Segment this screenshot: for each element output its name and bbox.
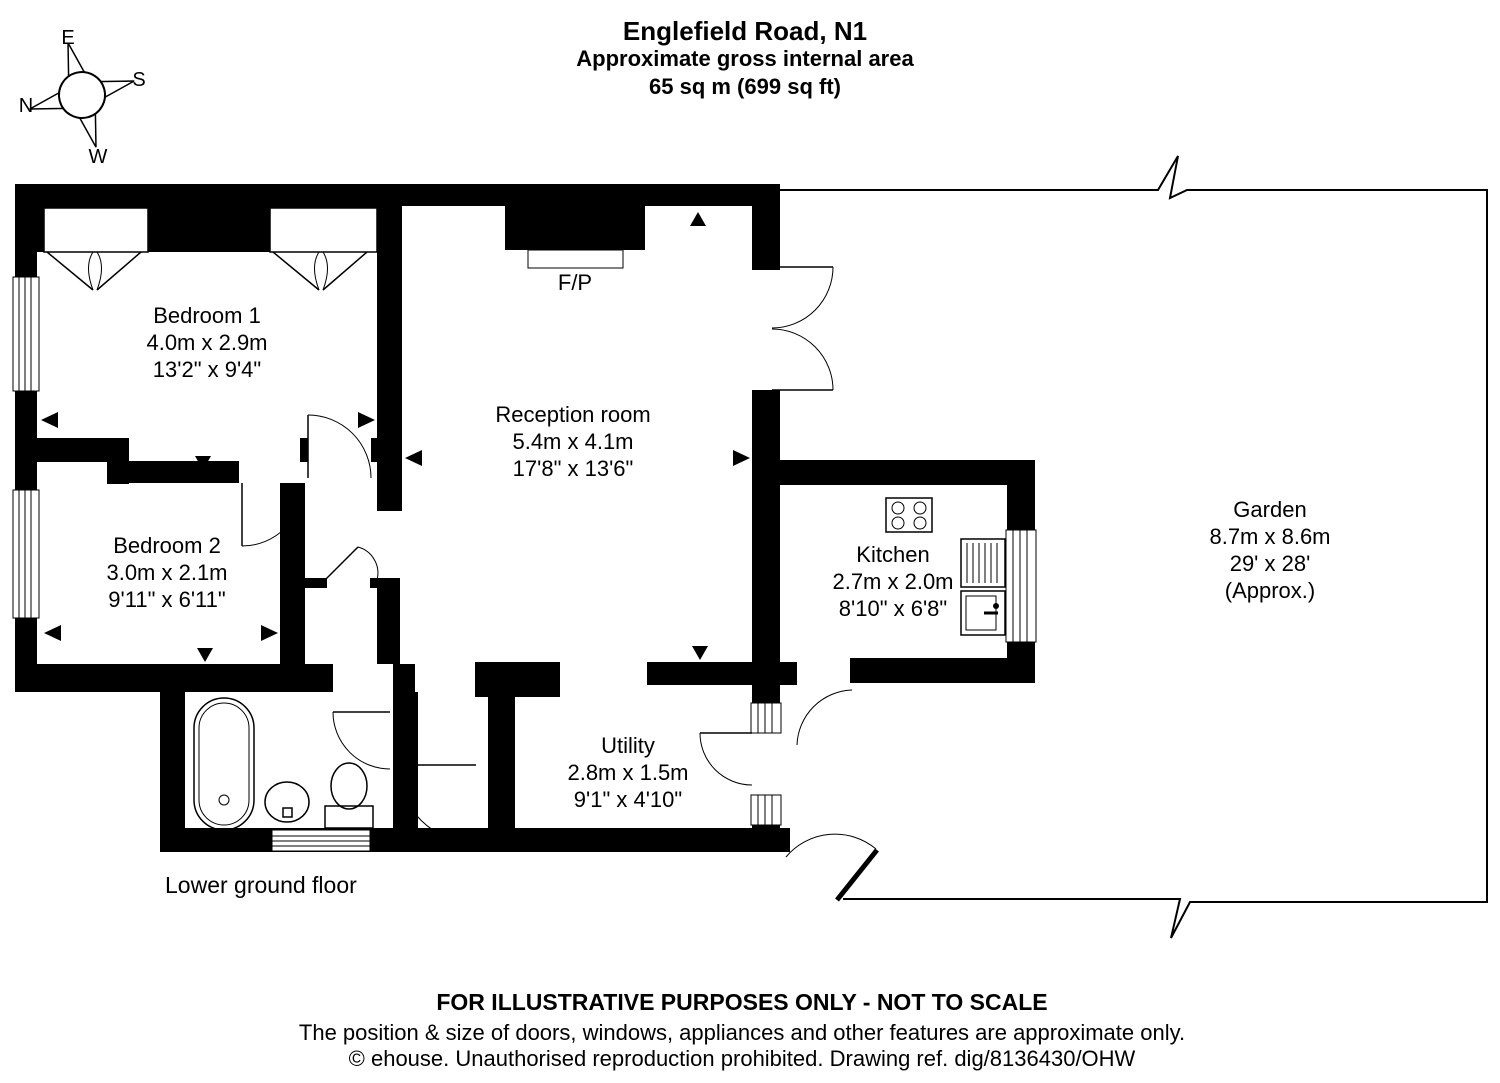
bedroom2-window [13, 490, 39, 618]
sink-unit [961, 539, 1005, 635]
bedroom2-name: Bedroom 2 [113, 533, 221, 558]
french-doors [772, 267, 833, 390]
reception-label [495, 402, 650, 481]
utility-label [567, 733, 688, 812]
garden-name: Garden [1233, 497, 1307, 522]
bathroom-fixtures [194, 698, 373, 830]
utility-window-bottom [751, 795, 781, 825]
bathroom-door [333, 712, 390, 769]
bedroom1-label [146, 303, 267, 382]
compass-bottom-label: W [88, 146, 108, 168]
hob [886, 498, 932, 532]
footer-block [299, 989, 1185, 1071]
utility-garden-door [700, 733, 752, 785]
garden-gate [786, 834, 877, 900]
footer-copyright: © ehouse. Unauthorised reproduction prohibited. Drawing ref. dig/8136430/OHW [348, 1046, 1136, 1071]
reception-name: Reception room [495, 402, 651, 427]
chimney-breast [505, 206, 645, 250]
compass-left-label: N [18, 95, 34, 117]
walls [15, 184, 1035, 852]
kitchen-window [1006, 530, 1036, 642]
bedroom1-metric: 4.0m x 2.9m [146, 330, 268, 355]
kitchen-name: Kitchen [856, 542, 930, 567]
bedroom1-window [13, 277, 39, 391]
utility-name: Utility [601, 733, 655, 758]
garden-metric: 8.7m x 8.6m [1209, 524, 1331, 549]
page-title: Englefield Road, N1 [622, 16, 868, 46]
hearth [528, 250, 623, 268]
compass-top-label: E [61, 27, 75, 49]
kitchen-metric: 2.7m x 2.0m [832, 569, 954, 594]
bathtub [194, 698, 254, 830]
passage-door [797, 690, 852, 745]
floor-label: Lower ground floor [165, 872, 357, 898]
bedroom2-imperial: 9'11" x 6'11" [108, 587, 226, 612]
utility-metric: 2.8m x 1.5m [567, 760, 689, 785]
garden-imperial: 29' x 28' [1229, 551, 1311, 576]
reception-metric: 5.4m x 4.1m [512, 429, 634, 454]
garden-label [1209, 497, 1330, 603]
utility-window-top [751, 703, 781, 733]
basin [265, 782, 309, 822]
toilet [325, 763, 373, 828]
compass-right-label: S [132, 69, 146, 91]
footer-disclaimer: FOR ILLUSTRATIVE PURPOSES ONLY - NOT TO SCALE [436, 989, 1048, 1015]
bedroom2-label [106, 533, 227, 612]
bedroom1-name: Bedroom 1 [153, 303, 261, 328]
kitchen-imperial: 8'10" x 6'8" [838, 596, 948, 621]
fireplace-label: F/P [557, 270, 593, 295]
page-area: 65 sq m (699 sq ft) [649, 74, 841, 99]
footer-note: The position & size of doors, windows, appliances and other features are approximate only. [298, 1020, 1186, 1045]
title-block [576, 16, 914, 99]
bedroom1-imperial: 13'2" x 9'4" [152, 357, 262, 382]
garden-note: (Approx.) [1224, 578, 1316, 603]
compass-rose [16, 27, 148, 168]
page-subtitle: Approximate gross internal area [576, 46, 914, 71]
kitchen-label [832, 542, 953, 621]
bathroom-window [272, 830, 370, 851]
doors [242, 267, 877, 900]
utility-imperial: 9'1" x 4'10" [573, 787, 683, 812]
hall-cupboard-door [320, 547, 378, 585]
reception-imperial: 17'8" x 13'6" [512, 456, 634, 481]
bedroom2-metric: 3.0m x 2.1m [106, 560, 228, 585]
fireplace [505, 206, 645, 295]
